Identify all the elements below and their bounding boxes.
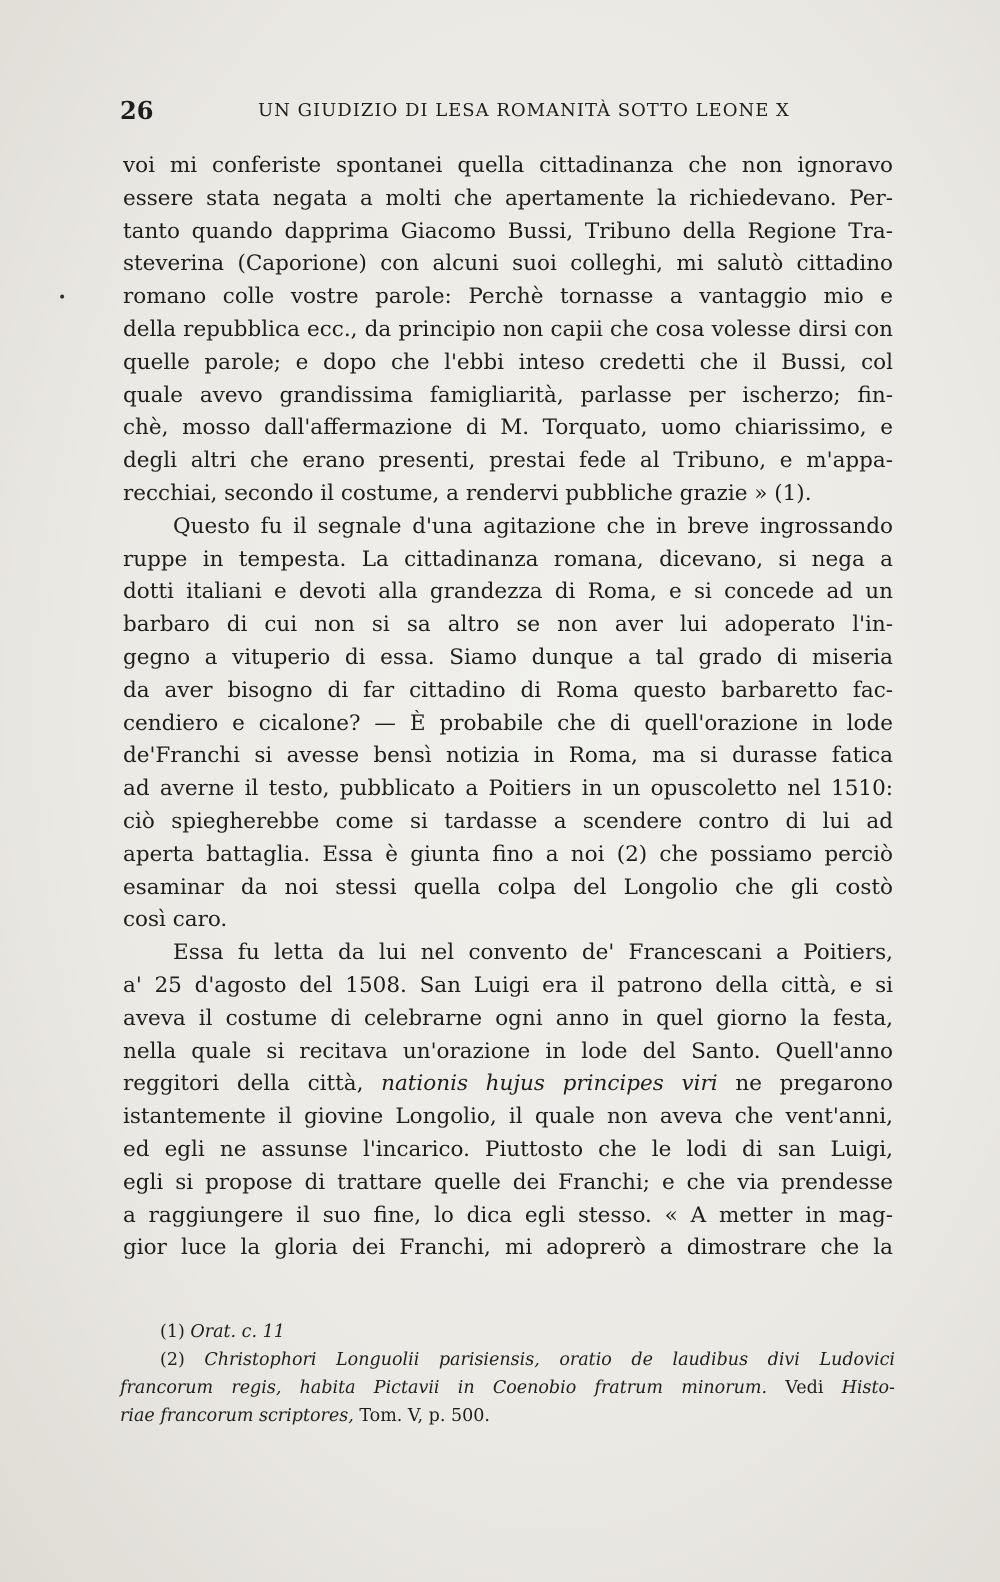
footnote-2-line xyxy=(160,1346,895,1374)
running-head xyxy=(120,96,890,130)
text-line: Essa fu letta da lui nel convento de' Francescani a Poitiers, xyxy=(173,940,893,966)
text-segment: reggitori della città, xyxy=(123,1071,364,1097)
text-line: steverina (Caporione) con alcuni suoi colleghi, mi salutò cittadino xyxy=(123,251,893,277)
text-line: cendiero e cicalone? — È probabile che di quell'orazione in lode xyxy=(123,710,893,736)
text-line: dotti italiani e devoti alla grandezza di Roma, e si concede ad un xyxy=(123,579,893,605)
text-segment: ne pregarono xyxy=(735,1071,893,1097)
text-line: da aver bisogno di far cittadino di Roma questo barbaretto fac- xyxy=(123,677,893,703)
footnote-text: Tom. V, p. 500. xyxy=(359,1406,490,1426)
text-line: voi mi conferiste spontanei quella cittadinanza che non ignoravo xyxy=(123,153,893,178)
footnote-text: Vedi xyxy=(785,1378,824,1398)
text-line: ad averne il testo, pubblicato a Poitiers in un opuscoletto nel 1510: xyxy=(123,776,893,802)
text-line: Questo fu il segnale d'una agitazione che in breve ingrossando xyxy=(173,513,893,539)
text-line: quelle parole; e dopo che l'ebbi inteso credetti che il Bussi, col xyxy=(123,349,893,375)
text-line xyxy=(123,1068,893,1101)
footnote-2-line xyxy=(120,1402,895,1430)
text-line: chè, mosso dall'affermazione di M. Torquato, uomo chiarissimo, e xyxy=(123,415,893,441)
text-line: de'Franchi si avesse bensì notizia in Roma, ma si durasse fatica xyxy=(123,743,893,769)
text-line: ruppe in tempesta. La cittadinanza romana, dicevano, si nega a xyxy=(123,546,893,572)
text-line: gegno a vituperio di essa. Siamo dunque a tal grado di miseria xyxy=(123,644,893,670)
body-text xyxy=(123,150,893,1265)
text-line: istantemente il giovine Longolio, il quale non aveva che vent'anni, xyxy=(123,1104,893,1130)
text-line: a raggiungere il suo fine, lo dica egli stesso. « A metter in mag- xyxy=(123,1202,893,1228)
text-line: degli altri che erano presenti, prestai fede al Tribuno, e m'appa- xyxy=(123,448,893,474)
text-line: aperta battaglia. Essa è giunta fino a noi (2) che possiamo perciò xyxy=(123,841,893,867)
text-line: tanto quando dapprima Giacomo Bussi, Tribuno della Regione Tra- xyxy=(123,218,893,244)
footnote-text: Histo- xyxy=(841,1378,895,1398)
text-line: ed egli ne assunse l'incarico. Piuttosto che le lodi di san Luigi, xyxy=(123,1136,893,1162)
margin-mark: • xyxy=(58,290,67,306)
text-line: barbaro di cui non si sa altro se non aver lui adoperato l'in- xyxy=(123,612,893,638)
text-line: essere stata negata a molti che apertamente la richiedevano. Per- xyxy=(123,185,893,211)
text-line: della repubblica ecc., da principio non capii che cosa volesse dirsi con xyxy=(123,316,893,342)
latin-phrase: nationis hujus principes viri xyxy=(381,1071,718,1097)
text-line: esaminar da noi stessi quella colpa del Longolio che gli costò xyxy=(123,874,893,900)
footnote-number: (1) xyxy=(160,1322,185,1342)
text-line: recchiai, secondo il costume, a rendervi pubbliche grazie » (1). xyxy=(123,480,812,506)
text-line: egli si propose di trattare quelle dei Franchi; e che via prendesse xyxy=(123,1169,893,1195)
footnote-text: Christophori Longuolii parisiensis, oratio de laudibus divi Ludovici xyxy=(204,1350,895,1370)
text-line: così caro. xyxy=(123,907,228,933)
footnote-number: (2) xyxy=(160,1350,185,1370)
footnote-1 xyxy=(160,1318,895,1346)
text-line: romano colle vostre parole: Perchè tornasse a vantaggio mio e xyxy=(123,284,893,310)
text-line: quale avevo grandissima famigliarità, parlasse per ischerzo; fin- xyxy=(123,382,893,408)
text-line: aveva il costume di celebrarne ogni anno in quel giorno la festa, xyxy=(123,1005,893,1031)
footnote-2-line xyxy=(120,1374,895,1402)
text-line: a' 25 d'agosto del 1508. San Luigi era il patrono della città, e si xyxy=(123,972,893,998)
footnote-text: Orat. c. 11 xyxy=(190,1322,285,1342)
running-title: UN GIUDIZIO DI LESA ROMANITÀ SOTTO LEONE X xyxy=(258,100,790,121)
footnotes xyxy=(120,1318,895,1430)
page-number: 26 xyxy=(120,96,154,125)
text-line: nella quale si recitava un'orazione in lode del Santo. Quell'anno xyxy=(123,1038,893,1064)
text-line: gior luce la gloria dei Franchi, mi adoprerò a dimostrare che la xyxy=(123,1235,893,1261)
footnote-text: francorum regis, habita Pictavii in Coenobio fratrum minorum. xyxy=(120,1378,768,1398)
footnote-text: riae francorum scriptores, xyxy=(120,1406,354,1426)
text-line: ciò spiegherebbe come si tardasse a scendere contro di lui ad xyxy=(123,808,893,834)
